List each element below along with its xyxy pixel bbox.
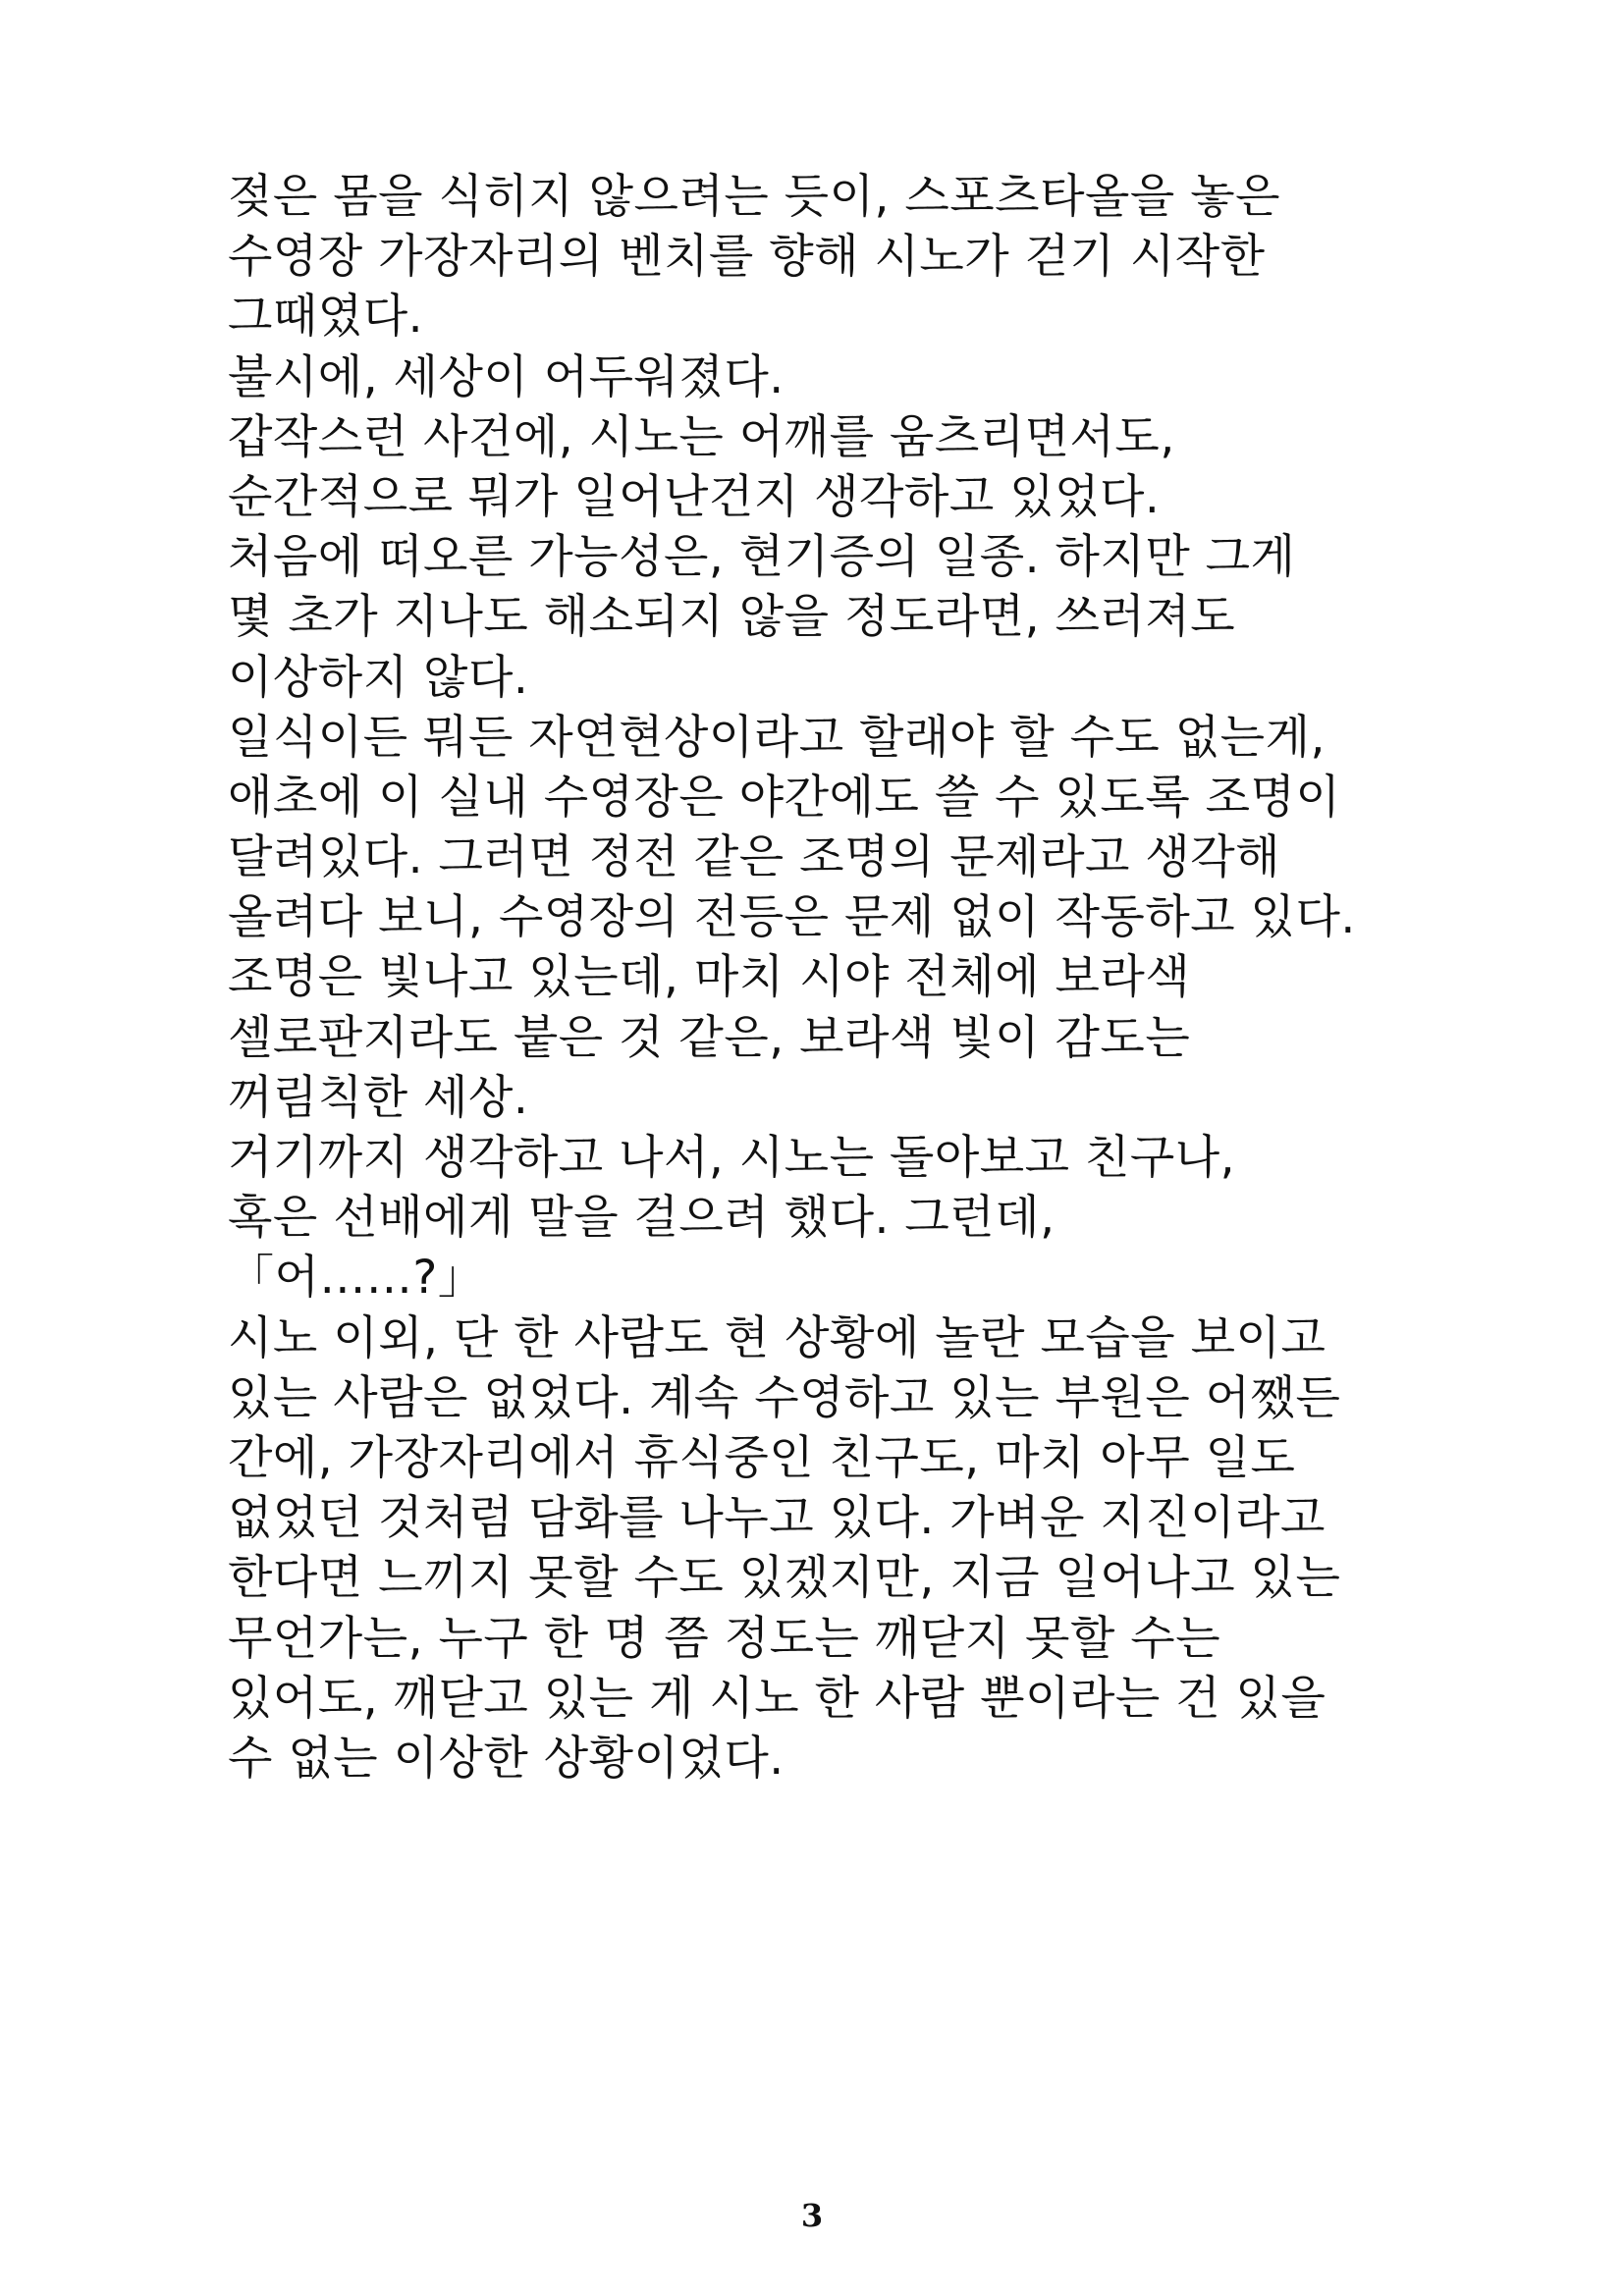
- page-number: 3: [800, 2197, 824, 2234]
- text-line: 순간적으로 뭐가 일어난건지 생각하고 있었다.: [228, 469, 1161, 524]
- text-line: 애초에 이 실내 수영장은 야간에도 쓸 수 있도록 조명이: [228, 770, 1341, 825]
- text-line: 한다면 느끼지 못할 수도 있겠지만, 지금 일어나고 있는: [228, 1551, 1341, 1606]
- text-line: 있는 사람은 없었다. 계속 수영하고 있는 부원은 어쨌든: [228, 1370, 1341, 1425]
- text-line: 몇 초가 지나도 해소되지 않을 정도라면, 쓰러져도: [228, 590, 1236, 645]
- text-line: 처음에 떠오른 가능성은, 현기증의 일종. 하지만 그게: [228, 530, 1296, 585]
- text-line: 거기까지 생각하고 나서, 시노는 돌아보고 친구나,: [228, 1131, 1236, 1185]
- text-line: 일식이든 뭐든 자연현상이라고 할래야 할 수도 없는게,: [228, 710, 1326, 765]
- text-line: 이상하지 않다.: [228, 650, 529, 705]
- text-line: 간에, 가장자리에서 휴식중인 친구도, 마치 아무 일도: [228, 1430, 1296, 1485]
- body-text: [228, 167, 1426, 1789]
- text-line: 무언가는, 누구 한 명 쯤 정도는 깨닫지 못할 수는: [228, 1611, 1221, 1666]
- text-line: 「어……?」: [228, 1251, 485, 1306]
- text-line: 수영장 가장자리의 벤치를 향해 시노가 걷기 시작한: [228, 230, 1266, 285]
- text-line: 시노 이외, 단 한 사람도 현 상황에 놀란 모습을 보이고: [228, 1310, 1326, 1365]
- text-line: 젖은 몸을 식히지 않으려는 듯이, 스포츠타올을 놓은: [228, 170, 1281, 224]
- text-line: 그때였다.: [228, 290, 424, 345]
- text-line: 올려다 보니, 수영장의 전등은 문제 없이 작동하고 있다.: [228, 890, 1356, 945]
- text-line: 혹은 선배에게 말을 걸으려 했다. 그런데,: [228, 1191, 1056, 1246]
- text-line: 있어도, 깨닫고 있는 게 시노 한 사람 뿐이라는 건 있을: [228, 1671, 1326, 1726]
- text-line: 조명은 빛나고 있는데, 마치 시야 전체에 보라색: [228, 950, 1191, 1005]
- text-line: 꺼림칙한 세상.: [228, 1070, 529, 1125]
- text-line: 불시에, 세상이 어두워졌다.: [228, 349, 785, 404]
- text-line: 없었던 것처럼 담화를 나누고 있다. 가벼운 지진이라고: [228, 1491, 1326, 1546]
- text-line: 수 없는 이상한 상황이었다.: [228, 1731, 785, 1786]
- text-line: 갑작스런 사건에, 시노는 어깨를 움츠리면서도,: [228, 409, 1175, 464]
- text-line: 달려있다. 그러면 정전 같은 조명의 문제라고 생각해: [228, 830, 1281, 885]
- text-line: 셀로판지라도 붙은 것 같은, 보라색 빛이 감도는: [228, 1010, 1191, 1065]
